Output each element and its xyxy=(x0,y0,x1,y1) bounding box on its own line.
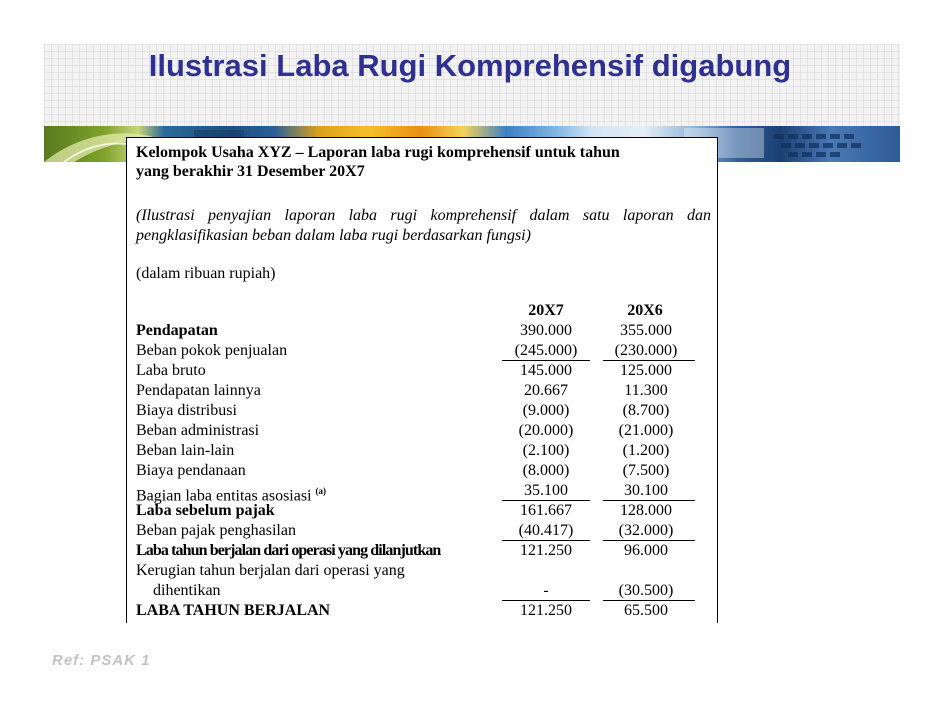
row-footnote-marker: (a) xyxy=(315,486,327,496)
statement-heading-line1: Kelompok Usaha XYZ – Laporan laba rugi komprehensif untuk tahun xyxy=(136,144,620,161)
row-label: Beban administrasi xyxy=(136,422,260,439)
row-label: Beban lain-lain xyxy=(136,442,235,459)
statement-heading xyxy=(136,143,711,181)
statement-row xyxy=(127,381,717,401)
subtotal-rule xyxy=(603,360,695,361)
statement-row xyxy=(127,561,717,581)
row-value-20x6: 128.000 xyxy=(620,502,672,519)
row-label: LABA TAHUN BERJALAN xyxy=(136,602,331,619)
statement-row xyxy=(127,361,717,381)
slide-title: Ilustrasi Laba Rugi Komprehensif digabung xyxy=(148,48,792,83)
subtotal-rule xyxy=(603,500,695,501)
statement-row xyxy=(127,461,717,481)
subtotal-rule xyxy=(502,540,590,541)
row-value-20x7: - xyxy=(543,582,549,599)
row-value-20x7: (9.000) xyxy=(522,402,570,419)
row-value-20x7: (2.100) xyxy=(522,442,570,459)
row-label: dihentikan xyxy=(153,582,221,599)
row-value-20x7: (245.000) xyxy=(514,342,578,359)
row-value-20x6: (32.000) xyxy=(618,522,674,539)
row-value-20x7: 20.667 xyxy=(524,382,568,399)
statement-row xyxy=(127,481,717,505)
statement-row xyxy=(127,501,717,521)
row-value-20x6: (1.200) xyxy=(622,442,670,459)
row-value-20x6: (21.000) xyxy=(618,422,674,439)
statement-row xyxy=(127,441,717,461)
statement-row xyxy=(127,341,717,361)
row-value-20x6: 125.000 xyxy=(620,362,672,379)
row-label: Beban pokok penjualan xyxy=(136,342,288,359)
row-value-20x7: 121.250 xyxy=(520,542,572,559)
row-value-20x7: (8.000) xyxy=(522,462,570,479)
row-value-20x6: (230.000) xyxy=(614,342,678,359)
row-value-20x6: (30.500) xyxy=(618,582,674,599)
row-label: Laba bruto xyxy=(136,362,206,379)
subtotal-rule xyxy=(502,500,590,501)
statement-heading-line2: yang berakhir 31 Desember 20X7 xyxy=(136,163,365,180)
statement-row xyxy=(127,521,717,541)
footer-reference: Ref: PSAK 1 xyxy=(52,652,151,669)
row-value-20x6: 65.500 xyxy=(624,602,668,619)
row-value-20x6: (8.700) xyxy=(622,402,670,419)
subtotal-rule xyxy=(502,360,590,361)
row-label: Beban pajak penghasilan xyxy=(136,522,296,539)
row-value-20x7: 145.000 xyxy=(520,362,572,379)
row-value-20x7: (20.000) xyxy=(518,422,574,439)
row-label: Laba tahun berjalan dari operasi yang dilanjutkan xyxy=(136,542,441,559)
row-value-20x6: 11.300 xyxy=(624,382,668,399)
subtotal-rule xyxy=(603,600,695,601)
subtotal-rule xyxy=(502,600,590,601)
subtotal-rule xyxy=(603,540,695,541)
statement-row xyxy=(127,321,717,341)
row-value-20x7: 35.100 xyxy=(524,482,568,499)
column-header-20x7: 20X7 xyxy=(528,302,564,319)
row-label: Laba sebelum pajak xyxy=(136,502,275,519)
statement-row xyxy=(127,421,717,441)
statement-row xyxy=(127,581,717,601)
income-statement xyxy=(126,137,718,623)
row-value-20x7: 161.667 xyxy=(520,502,572,519)
statement-note: (Ilustrasi penyajian laporan laba rugi komprehensif dalam satu laporan dan pengklasifikasian beban dalam laba rugi berdasarkan fungsi) xyxy=(136,207,711,244)
row-value-20x6: (7.500) xyxy=(622,462,670,479)
row-label: Pendapatan lainnya xyxy=(136,382,261,399)
row-value-20x6: 96.000 xyxy=(624,542,668,559)
statement-row xyxy=(127,401,717,421)
row-label: Kerugian tahun berjalan dari operasi yang xyxy=(136,562,405,579)
row-value-20x7: (40.417) xyxy=(518,522,574,539)
row-value-20x6: 355.000 xyxy=(620,322,672,339)
row-label: Pendapatan xyxy=(136,322,218,339)
row-value-20x7: 390.000 xyxy=(520,322,572,339)
statement-row xyxy=(127,541,717,561)
statement-unit: (dalam ribuan rupiah) xyxy=(136,265,276,282)
row-label: Bagian laba entitas asosiasi xyxy=(136,487,312,505)
column-header-20x6: 20X6 xyxy=(627,302,663,319)
statement-row xyxy=(127,601,717,621)
row-label: Biaya pendanaan xyxy=(136,462,246,479)
row-label: Biaya distribusi xyxy=(136,402,237,419)
row-value-20x7: 121.250 xyxy=(520,602,572,619)
row-value-20x6: 30.100 xyxy=(624,482,668,499)
